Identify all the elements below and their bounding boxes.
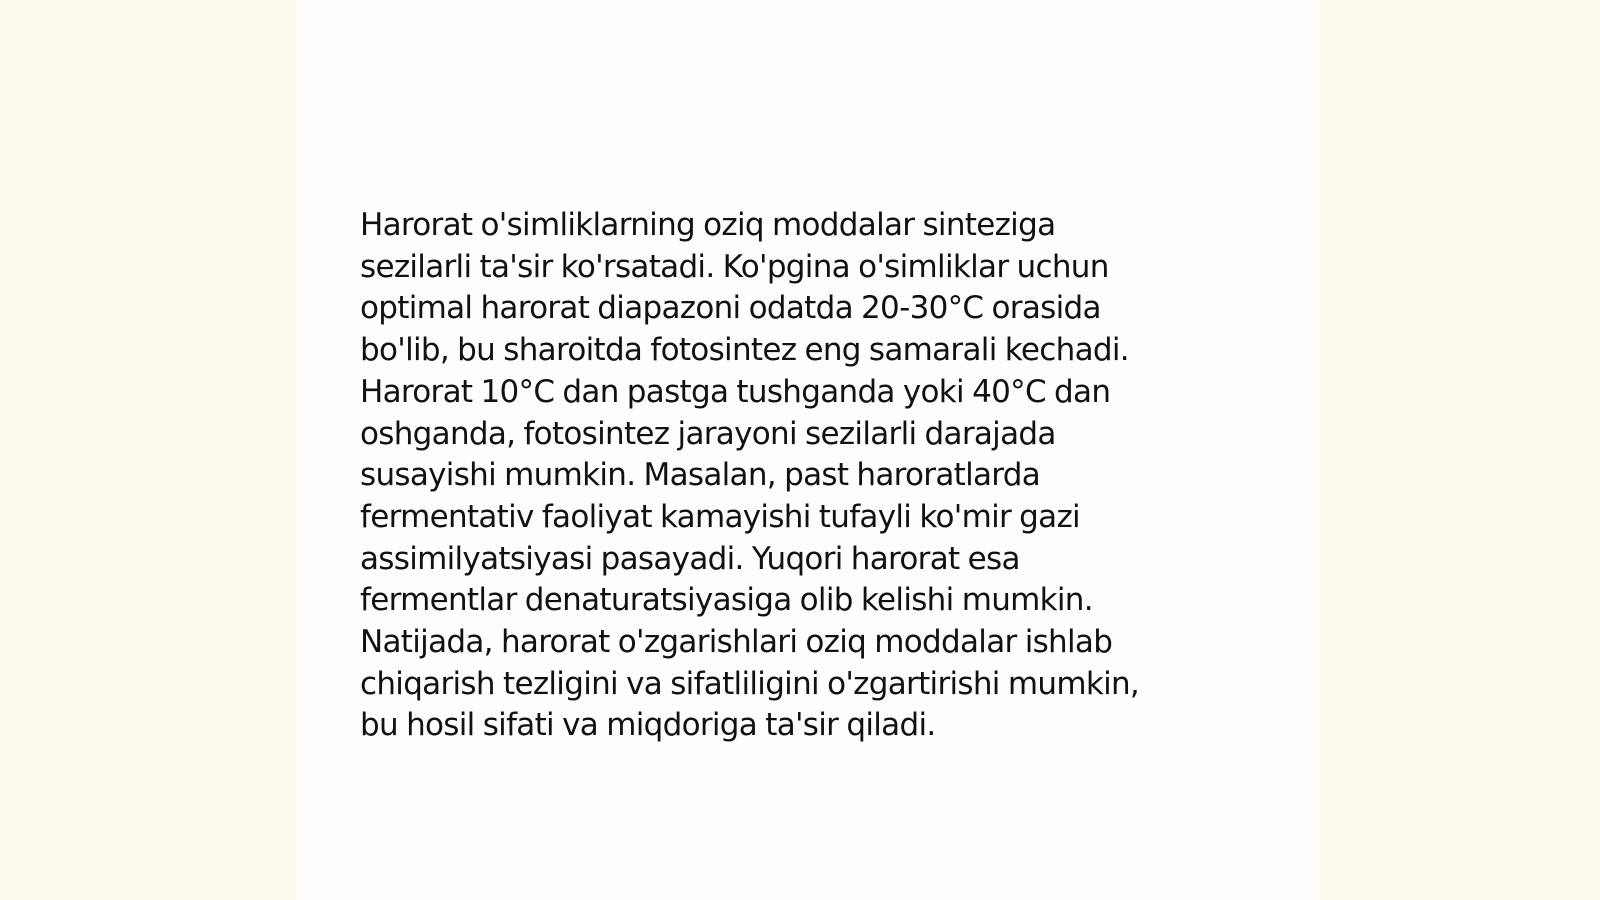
body-paragraph: Harorat o'simliklarning oziq moddalar sinteziga sezilarli ta'sir ko'rsatadi. Ko'pgina o'simliklar uchun optimal harorat diapazoni odatda 20-30°C orasida bo'lib, bu sharoitda fotosintez eng samarali kechadi. Harorat 10°C dan pastga tushganda yoki 40°C dan oshganda, fotosintez jarayoni sezilarli darajada susayishi mumkin. Masalan, past haroratlarda fermentativ faoliyat kamayishi tufayli ko'mir gazi assimilyatsiyasi pasayadi. Yuqori harorat esa fermentlar denaturatsiyasiga olib kelishi mumkin. Natijada, harorat o'zgarishlari oziq moddalar ishlab chiqarish tezligini va sifatliligini o'zgartirishi mumkin, bu hosil sifati va miqdoriga ta'sir qiladi. [360,207,1140,744]
document-page [296,0,1320,900]
